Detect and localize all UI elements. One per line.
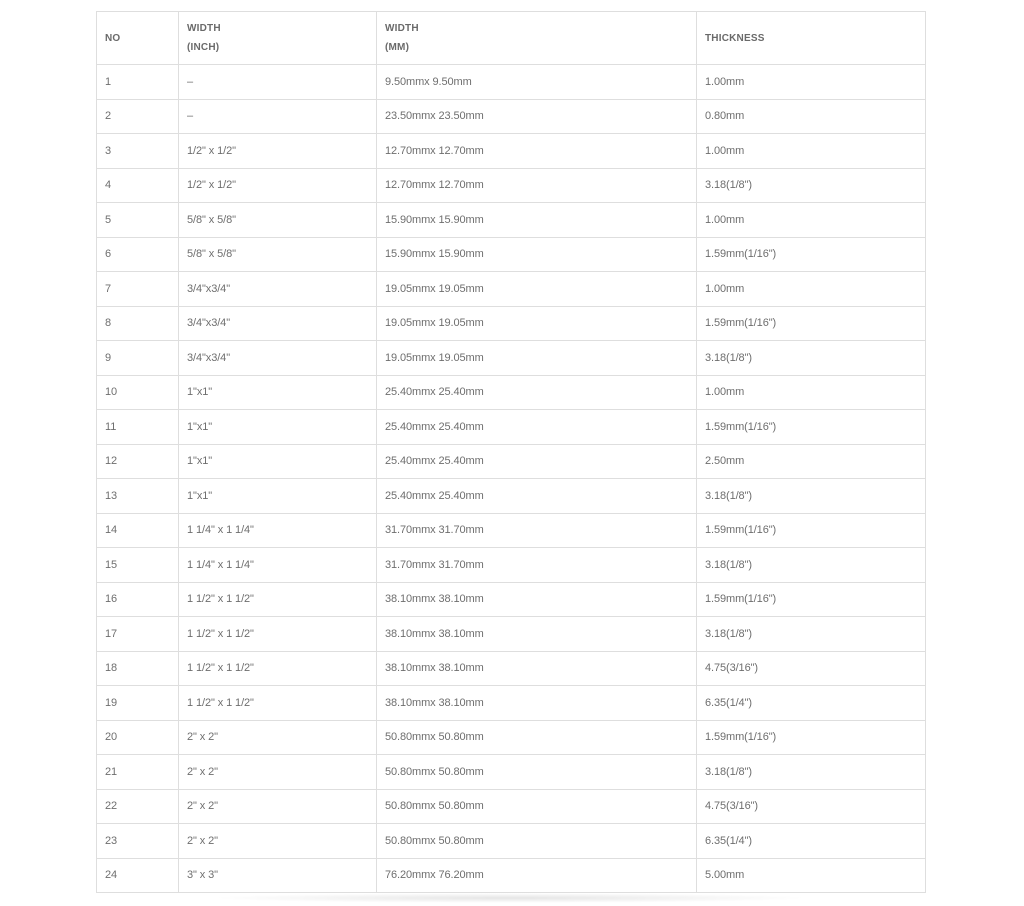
cell-width-inch: 1"x1" [179,444,377,479]
cell-width-mm: 38.10mmx 38.10mm [377,686,697,721]
cell-width-mm: 38.10mmx 38.10mm [377,651,697,686]
cell-thickness: 0.80mm [697,99,926,134]
cell-width-mm: 19.05mmx 19.05mm [377,306,697,341]
cell-no: 16 [97,582,179,617]
cell-no: 24 [97,858,179,893]
spec-table-container [96,11,925,893]
cell-no: 23 [97,824,179,859]
cell-width-inch: – [179,99,377,134]
cell-width-mm: 19.05mmx 19.05mm [377,341,697,376]
cell-width-inch: 3" x 3" [179,858,377,893]
cell-thickness: 3.18(1/8") [697,341,926,376]
header-width-mm-line2: (MM) [385,42,410,53]
size-spec-table [96,11,926,893]
cell-width-inch: 1"x1" [179,410,377,445]
cell-no: 18 [97,651,179,686]
cell-width-inch: 1/2" x 1/2" [179,134,377,169]
table-row [97,65,926,100]
cell-width-mm: 9.50mmx 9.50mm [377,65,697,100]
cell-no: 22 [97,789,179,824]
cell-no: 8 [97,306,179,341]
cell-thickness: 4.75(3/16") [697,651,926,686]
table-row [97,479,926,514]
header-width-mm-line1: WIDTH [385,23,419,34]
cell-thickness: 1.59mm(1/16") [697,582,926,617]
cell-width-inch: 2" x 2" [179,824,377,859]
table-row [97,237,926,272]
cell-width-inch: 1 1/2" x 1 1/2" [179,582,377,617]
cell-thickness: 3.18(1/8") [697,617,926,652]
cell-width-mm: 15.90mmx 15.90mm [377,237,697,272]
table-row [97,789,926,824]
cell-width-mm: 50.80mmx 50.80mm [377,720,697,755]
table-row [97,720,926,755]
header-thickness-label: THICKNESS [705,32,765,44]
cell-no: 5 [97,203,179,238]
cell-width-mm: 50.80mmx 50.80mm [377,789,697,824]
cell-width-inch: 2" x 2" [179,755,377,790]
table-row [97,444,926,479]
cell-width-inch: 2" x 2" [179,720,377,755]
cell-thickness: 1.59mm(1/16") [697,237,926,272]
cell-width-inch: – [179,65,377,100]
cell-thickness: 1.00mm [697,134,926,169]
cell-thickness: 2.50mm [697,444,926,479]
cell-width-mm: 12.70mmx 12.70mm [377,134,697,169]
cell-no: 6 [97,237,179,272]
cell-no: 12 [97,444,179,479]
cell-thickness: 3.18(1/8") [697,479,926,514]
cell-thickness: 1.59mm(1/16") [697,410,926,445]
cell-no: 20 [97,720,179,755]
cell-width-mm: 31.70mmx 31.70mm [377,548,697,583]
table-row [97,651,926,686]
cell-width-inch: 1 1/2" x 1 1/2" [179,651,377,686]
table-row [97,824,926,859]
table-row [97,272,926,307]
cell-thickness: 1.59mm(1/16") [697,513,926,548]
header-width-inch-line1: WIDTH [187,23,221,34]
cell-thickness: 1.00mm [697,203,926,238]
cell-thickness: 1.59mm(1/16") [697,306,926,341]
cell-width-mm: 31.70mmx 31.70mm [377,513,697,548]
cell-width-mm: 50.80mmx 50.80mm [377,755,697,790]
cell-width-mm: 25.40mmx 25.40mm [377,479,697,514]
page-bottom-shadow [210,893,810,903]
cell-no: 17 [97,617,179,652]
cell-width-mm: 25.40mmx 25.40mm [377,410,697,445]
cell-width-inch: 1 1/4" x 1 1/4" [179,513,377,548]
table-row [97,410,926,445]
cell-width-inch: 1"x1" [179,479,377,514]
cell-thickness: 6.35(1/4") [697,824,926,859]
table-row [97,99,926,134]
cell-width-inch: 3/4"x3/4" [179,272,377,307]
cell-thickness: 1.00mm [697,375,926,410]
cell-thickness: 1.00mm [697,65,926,100]
cell-width-inch: 3/4"x3/4" [179,341,377,376]
cell-no: 10 [97,375,179,410]
cell-no: 4 [97,168,179,203]
table-row [97,168,926,203]
cell-thickness: 1.59mm(1/16") [697,720,926,755]
cell-thickness: 5.00mm [697,858,926,893]
table-row [97,513,926,548]
cell-no: 7 [97,272,179,307]
cell-width-inch: 1 1/2" x 1 1/2" [179,686,377,721]
table-row [97,341,926,376]
cell-width-mm: 12.70mmx 12.70mm [377,168,697,203]
table-body [97,65,926,893]
cell-width-inch: 1 1/4" x 1 1/4" [179,548,377,583]
cell-width-inch: 5/8" x 5/8" [179,203,377,238]
table-row [97,858,926,893]
cell-no: 9 [97,341,179,376]
cell-width-inch: 3/4"x3/4" [179,306,377,341]
cell-no: 19 [97,686,179,721]
table-header [97,12,926,65]
header-thickness [697,12,926,65]
table-row [97,134,926,169]
header-width-inch [179,12,377,65]
cell-no: 13 [97,479,179,514]
cell-thickness: 3.18(1/8") [697,755,926,790]
cell-width-mm: 38.10mmx 38.10mm [377,582,697,617]
cell-width-mm: 38.10mmx 38.10mm [377,617,697,652]
cell-no: 15 [97,548,179,583]
cell-width-inch: 1 1/2" x 1 1/2" [179,617,377,652]
cell-width-mm: 23.50mmx 23.50mm [377,99,697,134]
table-row [97,582,926,617]
cell-no: 11 [97,410,179,445]
cell-thickness: 1.00mm [697,272,926,307]
cell-no: 2 [97,99,179,134]
table-row [97,203,926,238]
cell-no: 21 [97,755,179,790]
cell-no: 1 [97,65,179,100]
cell-width-mm: 15.90mmx 15.90mm [377,203,697,238]
cell-width-mm: 25.40mmx 25.40mm [377,444,697,479]
cell-width-mm: 25.40mmx 25.40mm [377,375,697,410]
cell-thickness: 3.18(1/8") [697,168,926,203]
cell-width-inch: 5/8" x 5/8" [179,237,377,272]
table-row [97,548,926,583]
table-row [97,306,926,341]
cell-thickness: 4.75(3/16") [697,789,926,824]
cell-width-mm: 50.80mmx 50.80mm [377,824,697,859]
cell-width-mm: 19.05mmx 19.05mm [377,272,697,307]
table-row [97,375,926,410]
cell-no: 3 [97,134,179,169]
cell-width-mm: 76.20mmx 76.20mm [377,858,697,893]
cell-width-inch: 1"x1" [179,375,377,410]
cell-thickness: 6.35(1/4") [697,686,926,721]
table-row [97,686,926,721]
table-row [97,617,926,652]
table-row [97,755,926,790]
header-width-inch-line2: (INCH) [187,42,220,53]
cell-thickness: 3.18(1/8") [697,548,926,583]
header-row [97,12,926,65]
header-no [97,12,179,65]
cell-width-inch: 2" x 2" [179,789,377,824]
cell-width-inch: 1/2" x 1/2" [179,168,377,203]
header-no-label: NO [105,32,121,44]
cell-no: 14 [97,513,179,548]
header-width-mm [377,12,697,65]
